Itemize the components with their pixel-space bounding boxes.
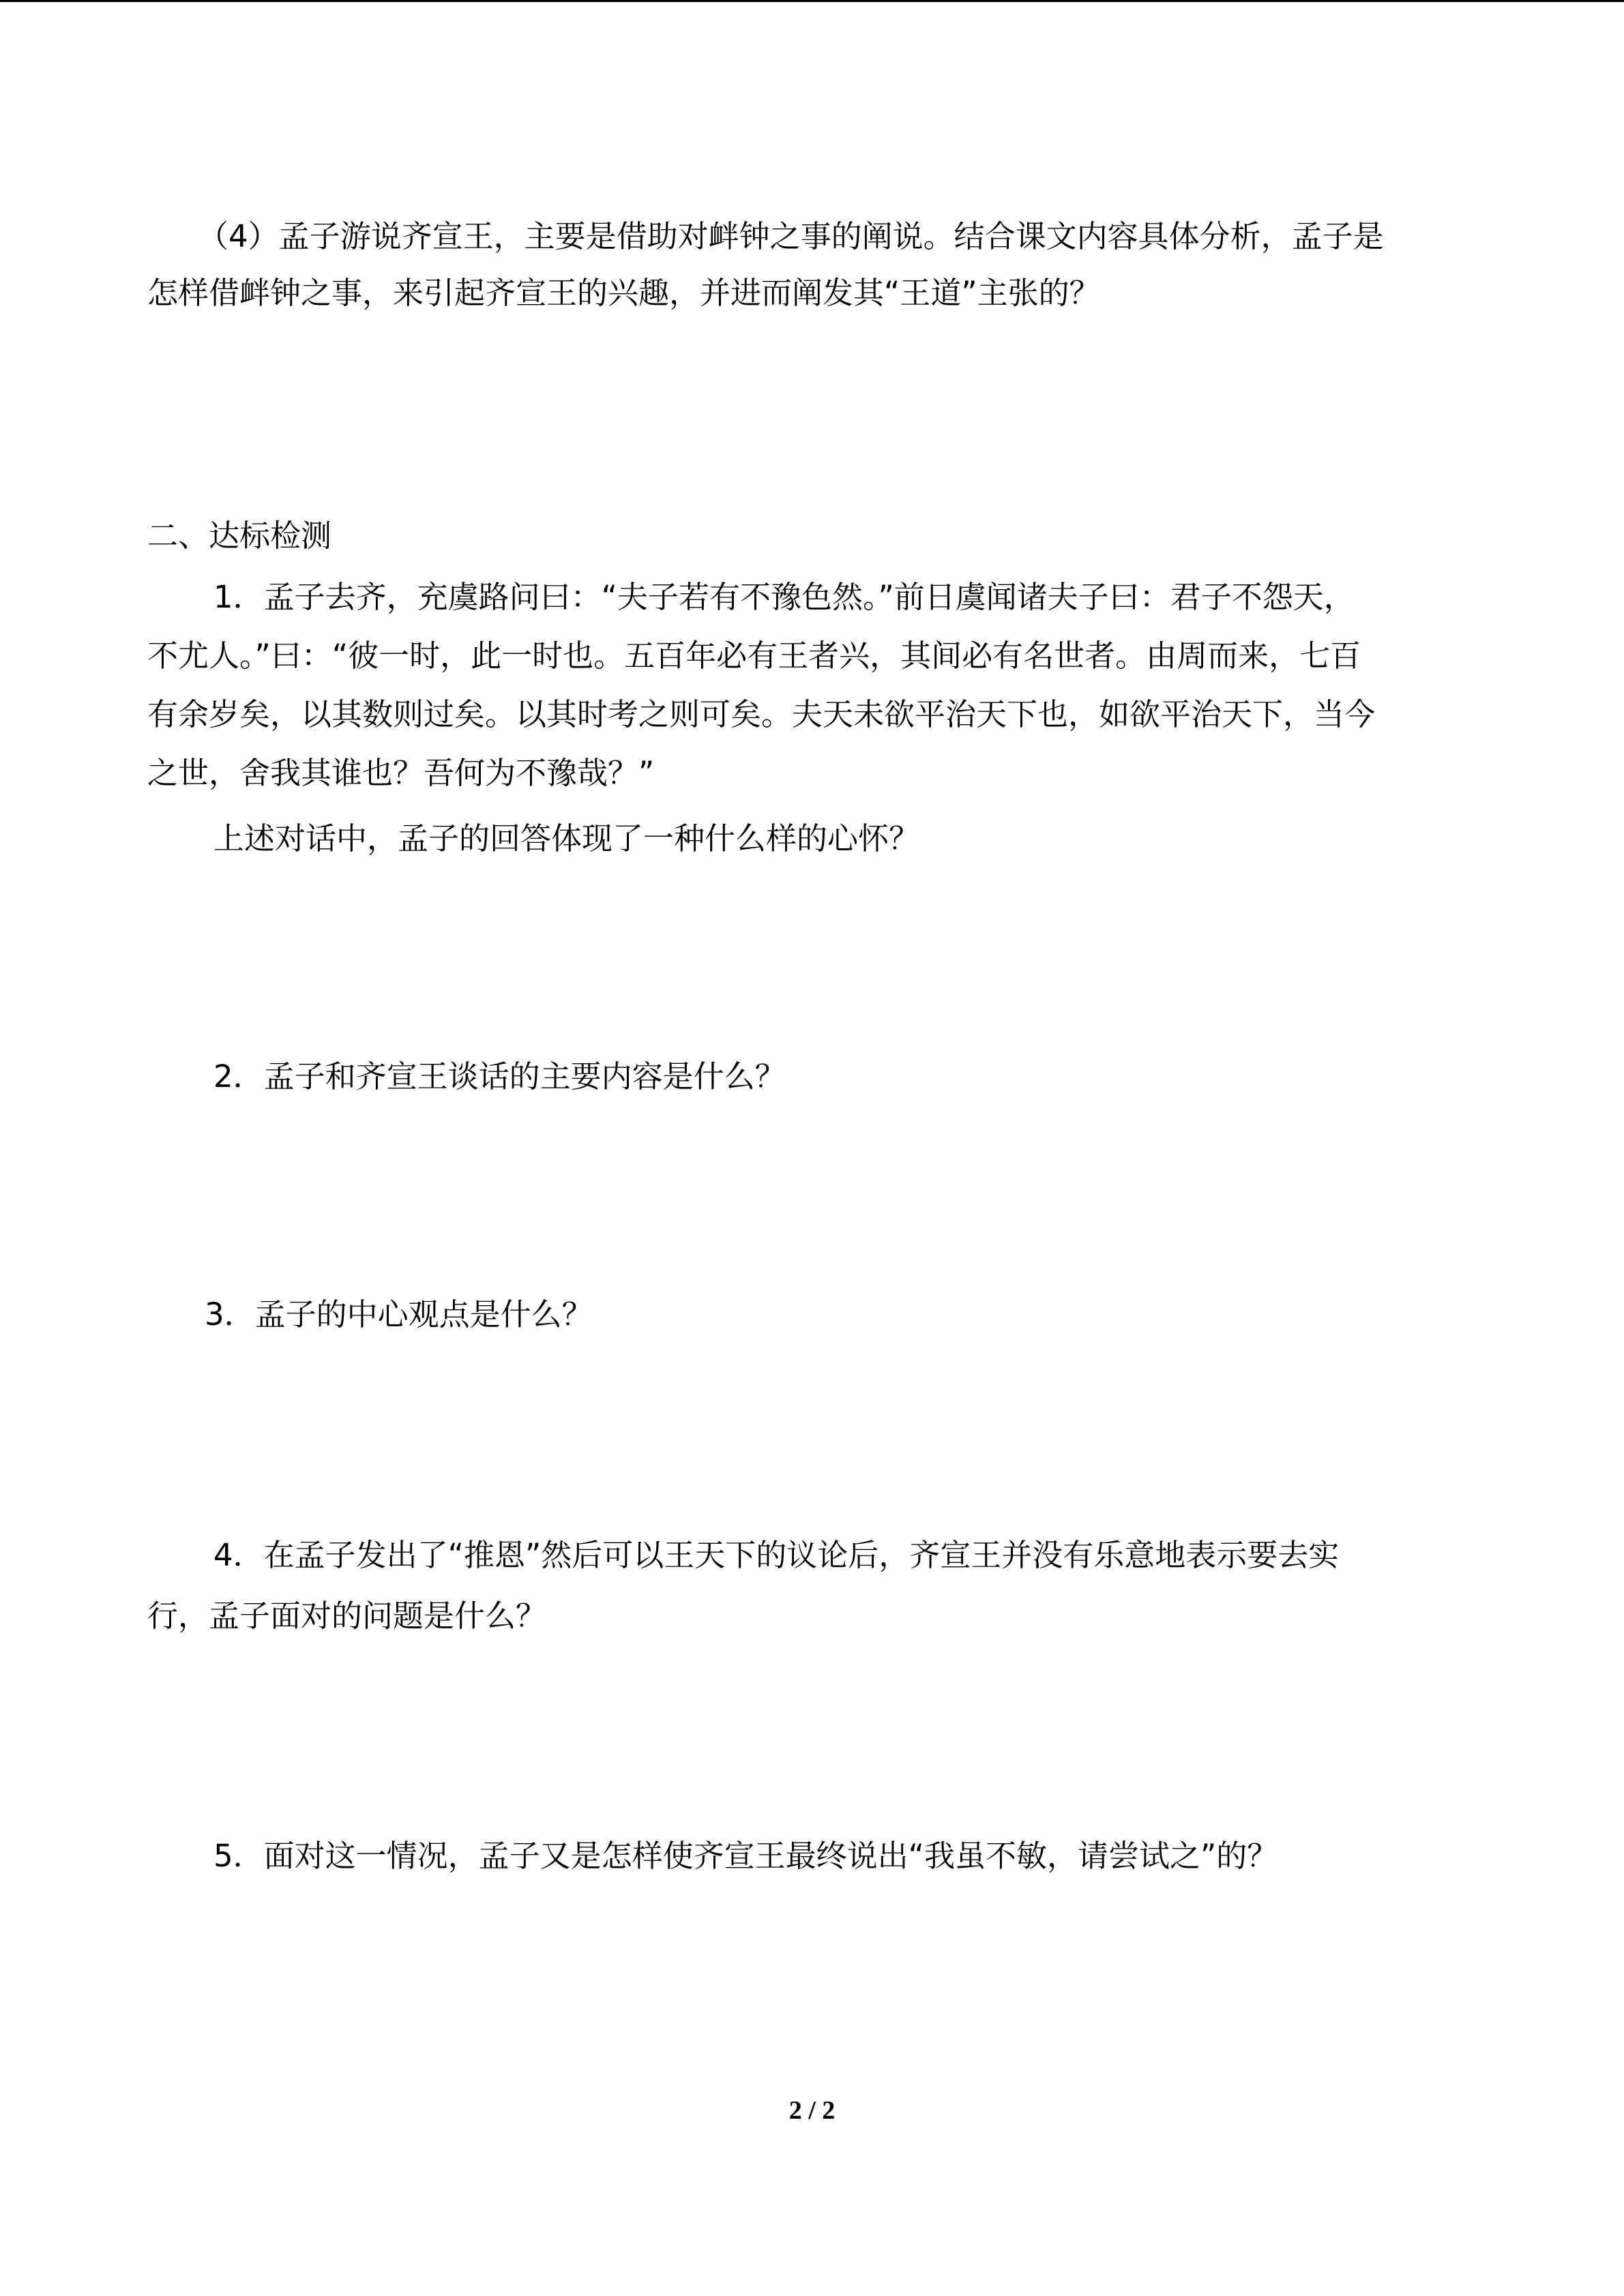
item1-text-line-3: 有余岁矣，以其数则过矣。以其时考之则可矣。夫天未欲平治天下也，如欲平治天下，当今 [147, 696, 1376, 732]
top-border [0, 0, 1624, 2]
item4-text-line-1: 4．在孟子发出了“推恩”然后可以王天下的议论后，齐宣王并没有乐意地表示要去实 [213, 1537, 1340, 1573]
item1-text-line-1: 1．孟子去齐，充虞路问曰：“夫子若有不豫色然。”前日虞闻诸夫子曰：君子不怨天， [213, 579, 1355, 615]
section-two-heading: 二、达标检测 [147, 518, 332, 554]
item5-question: 5．面对这一情况，孟子又是怎样使齐宣王最终说出“我虽不敏，请尝试之”的？ [213, 1838, 1278, 1874]
q4-text-line-2: 怎样借衅钟之事，来引起齐宣王的兴趣，并进而阐发其“王道”主张的？ [147, 275, 1100, 311]
item2-question: 2．孟子和齐宣王谈话的主要内容是什么？ [213, 1058, 786, 1094]
item4-text-line-2: 行，孟子面对的问题是什么？ [147, 1598, 547, 1634]
page-number: 2 / 2 [788, 2096, 836, 2125]
item1-text-line-2: 不尤人。”曰：“彼一时，此一时也。五百年必有王者兴，其间必有名世者。由周而来，七百 [147, 638, 1361, 674]
q4-text-line-1: （4）孟子游说齐宣王，主要是借助对衅钟之事的阐说。结合课文内容具体分析，孟子是 [198, 218, 1384, 254]
item1-question: 上述对话中，孟子的回答体现了一种什么样的心怀？ [213, 820, 920, 856]
item1-text-line-4: 之世，舍我其谁也？吾何为不豫哉？” [147, 755, 655, 791]
item3-question: 3．孟子的中心观点是什么？ [205, 1296, 593, 1332]
